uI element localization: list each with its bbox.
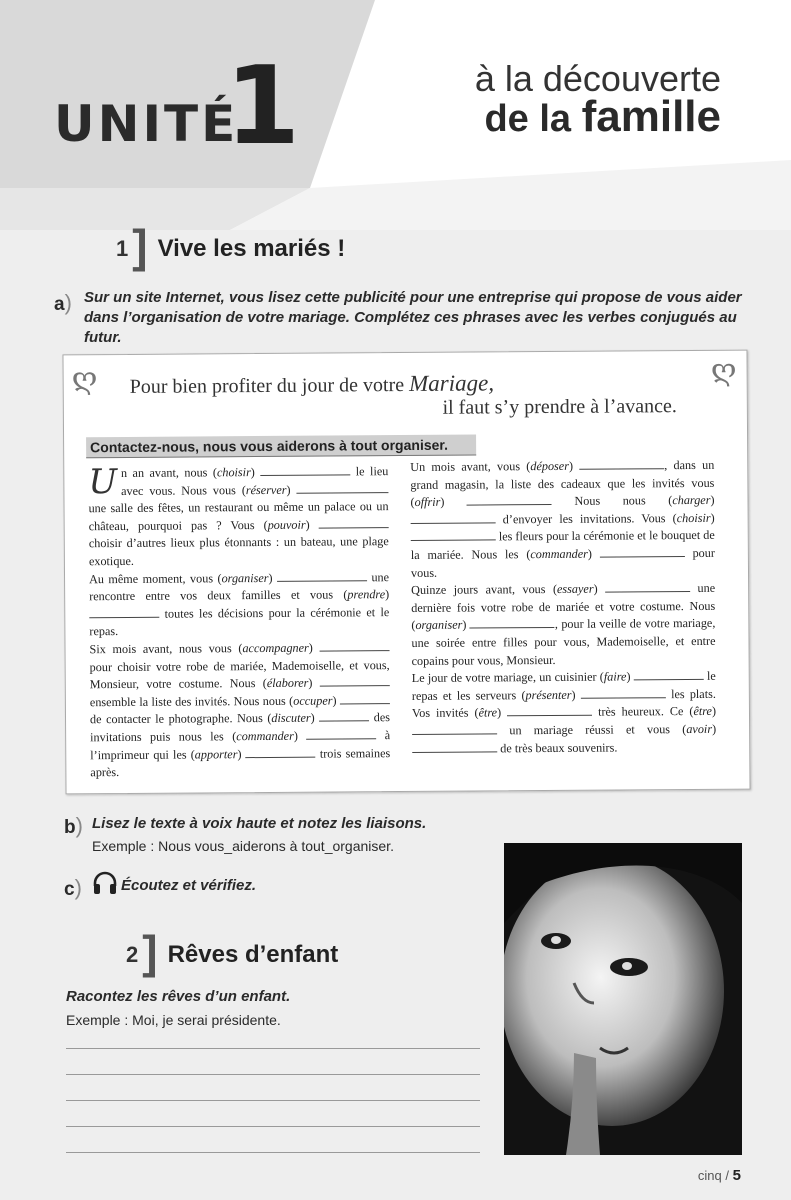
bracket-icon: ] <box>132 220 148 272</box>
wedding-ad-card <box>62 350 750 795</box>
answer-blank[interactable] <box>319 710 369 722</box>
answer-blank[interactable] <box>306 727 376 739</box>
child-face-illustration <box>504 843 742 1155</box>
text-run: n an avant, nous ( <box>120 465 217 480</box>
text-run: de contacter le photographe. Nous ( <box>89 711 272 727</box>
text-run: Au même moment, vous ( <box>88 570 222 586</box>
text-run: ) <box>385 587 390 602</box>
verb-hint: apporter <box>194 746 238 761</box>
verb-hint: organiser <box>221 570 269 585</box>
verb-hint: discuter <box>271 710 311 726</box>
text-run: ) <box>310 710 320 725</box>
section2-title: Rêves d’enfant <box>167 941 339 968</box>
text-run: ) <box>462 617 470 632</box>
swirl-right-icon: ღ <box>710 352 737 388</box>
text-run: un mariage réussi et vous ( <box>497 721 687 738</box>
ad-headline-line1 <box>130 370 495 399</box>
text-run: trois semaines après. <box>90 745 391 780</box>
question-a-text: Sur un site Internet, vous lisez cette publicité pour une entreprise qui propose de vous aider dans l’organisation de votre mariage. Complétez ces phrases avec les verbes conjugués au futur. <box>84 289 742 346</box>
page-number: 5 <box>732 1167 741 1184</box>
writing-line[interactable] <box>66 1048 480 1049</box>
paren-icon: ) <box>75 813 83 838</box>
verb-hint: essayer <box>556 581 594 597</box>
text-run: ensemble la liste des invités. Nous nous ( <box>89 693 294 709</box>
text-run: le lieu avec vous. Nous vous ( <box>121 464 389 498</box>
text-run: des invitations puis nous les ( <box>90 710 391 745</box>
verb-hint: offrir <box>414 494 441 510</box>
right-paragraph-3 <box>412 668 717 758</box>
answer-blank[interactable] <box>634 668 704 680</box>
text-run: ) <box>568 458 580 473</box>
contact-banner: Contactez-nous, nous vous aiderons à tout organiser. <box>86 435 476 459</box>
left-paragraph-3 <box>89 639 390 782</box>
section2-heading <box>126 926 339 978</box>
answer-blank[interactable] <box>296 481 388 494</box>
text-run: ) <box>305 517 319 532</box>
text-run: ) <box>710 510 715 525</box>
verb-hint: déposer <box>530 458 569 474</box>
answer-blank[interactable] <box>246 745 316 757</box>
question-b-example: Exemple : Nous vous_aiderons à tout_organiser. <box>92 838 394 854</box>
swirl-left-icon: ღ <box>71 361 98 397</box>
verb-hint: organiser <box>415 617 463 633</box>
text-run: ) <box>268 570 278 585</box>
paren-icon: ) <box>64 290 72 315</box>
left-paragraph-2 <box>89 569 389 641</box>
unit-number: 1 <box>225 44 301 169</box>
right-paragraph-1 <box>410 457 715 582</box>
text-run: ) <box>496 705 508 720</box>
text-run: pour choisir votre robe de mariée, Mademoiselle, et vous, Monsieur, votre costume. Nous ( <box>89 657 390 692</box>
section2-example: Exemple : Moi, je serai présidente. <box>66 1012 281 1028</box>
text-run: pour vous. <box>410 545 715 580</box>
text-run: ) <box>710 493 715 508</box>
text-run: ) <box>293 728 307 743</box>
unit-title-prefix: de la <box>484 98 572 140</box>
unit-title-line2 <box>484 92 721 142</box>
text-run: Quinze jours avant, vous ( <box>411 582 558 598</box>
answer-blank[interactable] <box>581 686 666 699</box>
ad-right-column <box>410 457 716 758</box>
ad-headline-fancy-word: Mariage, <box>408 370 495 396</box>
text-run: ) <box>593 581 606 596</box>
verb-hint: commander <box>236 728 294 744</box>
question-b-text: Lisez le texte à voix haute et notez les liaisons. <box>92 815 427 832</box>
text-run: ) <box>587 546 600 561</box>
answer-blank[interactable] <box>277 569 367 582</box>
answer-blank[interactable] <box>605 580 690 593</box>
answer-blank[interactable] <box>411 511 496 524</box>
answer-blank[interactable] <box>507 704 592 717</box>
ad-left-column <box>88 463 390 782</box>
answer-blank[interactable] <box>260 463 350 476</box>
page-separator: / <box>725 1168 730 1183</box>
child-photo <box>504 843 742 1155</box>
bracket-icon: ] <box>142 926 158 978</box>
text-run: ) <box>332 693 340 708</box>
page-footer <box>698 1167 741 1184</box>
left-paragraph-1 <box>88 463 389 571</box>
writing-line[interactable] <box>66 1152 480 1153</box>
text-run: ) <box>711 704 717 719</box>
question-b-marker <box>64 813 83 839</box>
text-run: une rencontre entre vos deux familles et vous ( <box>89 569 390 604</box>
verb-hint: être <box>693 704 712 719</box>
answer-blank[interactable] <box>600 545 685 558</box>
unit-label: UNITÉ <box>54 95 239 153</box>
question-c-marker <box>64 875 82 901</box>
text-run: très heureux. Ce ( <box>592 704 694 720</box>
answer-blank[interactable] <box>89 605 159 617</box>
text-run: Un mois avant, vous ( <box>410 459 531 474</box>
banner-gray-panel <box>0 0 375 188</box>
text-run: les fleurs pour la cérémonie et le bouquet de la mariée. Nous les ( <box>410 528 715 562</box>
section1-number: 1 <box>116 236 129 261</box>
answer-blank[interactable] <box>470 616 555 629</box>
text-run: ) <box>571 687 581 702</box>
text-run: d’envoyer les invitations. Vous ( <box>495 510 677 527</box>
question-c-letter: c <box>64 879 75 900</box>
text-run: ) <box>308 640 320 655</box>
answer-blank[interactable] <box>319 516 389 528</box>
headphones-icon <box>92 870 118 896</box>
text-run: toutes les décisions pour la cérémonie et le repas. <box>89 604 390 639</box>
question-b-letter: b <box>64 817 76 838</box>
question-a-letter: a <box>54 294 65 315</box>
verb-hint: avoir <box>686 721 713 736</box>
writing-line[interactable] <box>66 1074 480 1075</box>
answer-blank[interactable] <box>319 639 389 651</box>
question-a-marker <box>54 290 72 316</box>
text-run: une dernière fois votre robe de mariée et votre costume. Nous ( <box>411 581 716 633</box>
verb-hint: élaborer <box>266 675 309 691</box>
unit-title-line1: à la découverte <box>474 58 721 99</box>
text-run: Six mois avant, nous vous ( <box>89 641 243 657</box>
text-run: le repas et les serveurs ( <box>411 668 716 703</box>
text-run: de très beaux souvenirs. <box>497 740 618 755</box>
section1-title: Vive les mariés ! <box>157 235 346 262</box>
verb-hint: accompagner <box>242 640 309 656</box>
answer-blank[interactable] <box>412 740 497 753</box>
verb-hint: être <box>478 705 498 720</box>
section2-number: 2 <box>126 942 139 967</box>
text-run: ) <box>308 675 320 690</box>
text-run: ) <box>626 669 634 684</box>
verb-hint: prendre <box>347 587 386 602</box>
text-run: ) <box>237 746 246 761</box>
paren-icon: ) <box>74 875 82 900</box>
text-run: Le jour de votre mariage, un cuisinier ( <box>411 669 604 686</box>
verb-hint: charger <box>672 493 711 508</box>
text-run: Nous nous ( <box>551 493 673 509</box>
verb-hint: pouvoir <box>267 517 306 532</box>
answer-blank[interactable] <box>320 674 390 686</box>
section1-heading <box>116 220 346 272</box>
answer-blank[interactable] <box>411 529 496 542</box>
text-run: ) <box>250 465 261 480</box>
right-paragraph-2 <box>411 580 716 670</box>
verb-hint: réserver <box>245 482 287 497</box>
verb-hint: occuper <box>293 693 333 708</box>
text-run: ) <box>286 482 297 497</box>
ad-headline-prefix: Pour bien profiter du jour de votre <box>129 374 405 398</box>
writing-line[interactable] <box>66 1100 480 1101</box>
text-run: , dans un grand magasin, la liste des cadeaux que les invités vous ( <box>410 457 715 510</box>
answer-blank[interactable] <box>467 493 552 506</box>
verb-hint: faire <box>603 669 627 684</box>
verb-hint: choisir <box>216 465 251 480</box>
question-c-text: Écoutez et vérifiez. <box>121 877 257 894</box>
writing-line[interactable] <box>66 1126 480 1127</box>
verb-hint: commander <box>530 546 588 562</box>
answer-blank[interactable] <box>412 722 497 735</box>
text-run: les plats. Vos invités ( <box>411 686 716 721</box>
text-run: une salle des fêtes, un restaurant ou même un palace ou un château, pourquoi pas ? Vous ( <box>88 499 389 533</box>
page-word: cinq <box>697 1168 722 1183</box>
answer-blank[interactable] <box>579 457 664 470</box>
unit-title-emphasis: famille <box>581 92 721 141</box>
text-run: choisir d’autres lieux plus étonnants : un bateau, une plage exotique. <box>88 534 389 569</box>
text-run: ) <box>711 721 717 736</box>
answer-blank[interactable] <box>340 692 390 704</box>
dropcap-letter: U <box>88 462 118 503</box>
unit-banner <box>0 0 791 230</box>
text-run: , pour la veille de votre mariage, une soirée entre filles pour vous, Mademoiselle, et entre copains pour vous, Monsieur. <box>411 616 716 668</box>
section2-instruction: Racontez les rêves d’un enfant. <box>66 988 291 1005</box>
text-run: ) <box>440 494 467 509</box>
text-run: à l’imprimeur qui les ( <box>90 728 391 762</box>
verb-hint: choisir <box>676 510 711 525</box>
verb-hint: présenter <box>525 687 572 702</box>
ad-headline-line2: il faut s’y prendre à l’avance. <box>442 395 677 419</box>
